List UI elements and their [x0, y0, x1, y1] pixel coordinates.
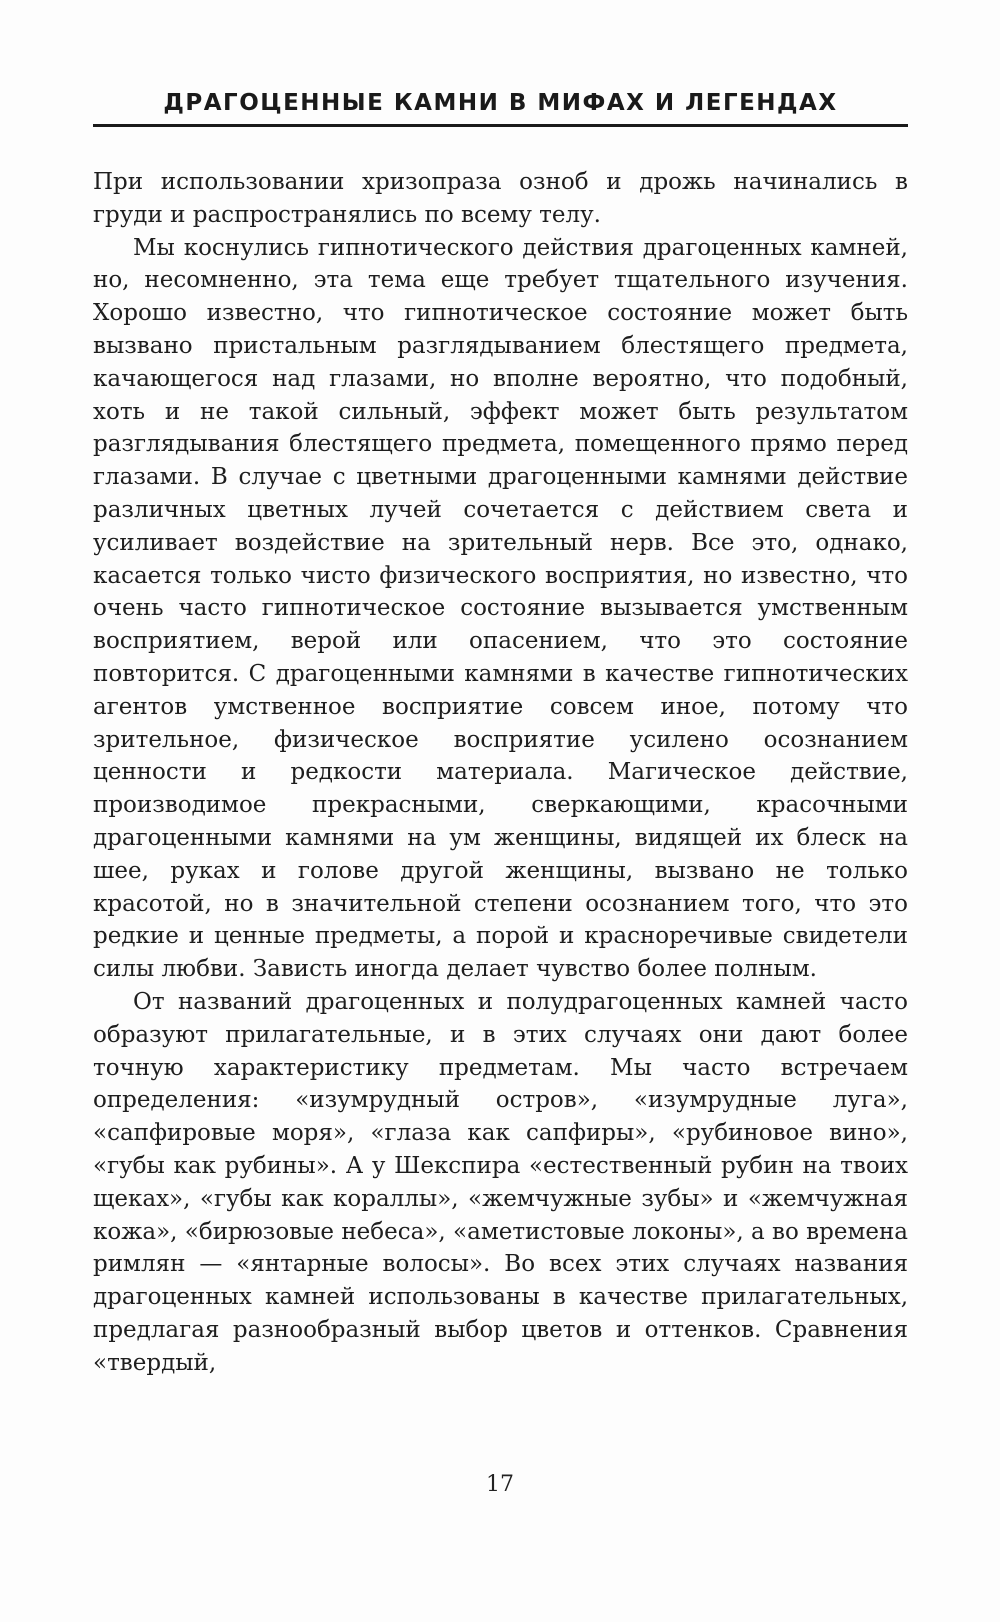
header-rule [93, 124, 908, 127]
page-number: 17 [486, 1472, 514, 1497]
running-head: ДРАГОЦЕННЫЕ КАМНИ В МИФАХ И ЛЕГЕНДАХ [163, 90, 838, 116]
paragraph-1: При использовании хризопраза озноб и дрожь начинались в груди и распространялись по всему телу. [93, 169, 908, 228]
body-text [93, 166, 908, 1379]
paragraph-2: Мы коснулись гипнотического действия драгоценных камней, но, несомненно, эта тема еще требует тщательного изучения. Хорошо известно, что гипнотическое состояние может быть вызвано пристальным разглядыванием блестящего предмета, качающегося над глазами, но вполне вероятно, что подобный, хоть и не такой сильный, эффект может быть результатом разглядывания блестящего предмета, помещенного прямо перед глазами. В случае с цветными драгоценными камнями действие различных цветных лучей сочетается с действием света и усиливает воздействие на зрительный нерв. Все это, однако, касается только чисто физического восприятия, но известно, что очень часто гипнотическое состояние вызывается умственным восприятием, верой или опасением, что это состояние повторится. С драгоценными камнями в качестве гипнотических агентов умственное восприятие совсем иное, потому что зрительное, физическое восприятие усилено осознанием ценности и редкости материала. Магическое действие, производимое прекрасными, сверкающими, красочными драгоценными камнями на ум женщины, видящей их блеск на шее, руках и голове другой женщины, вызвано не только красотой, но в значительной степени осознанием того, что это редкие и ценные предметы, а порой и красноречивые свидетели силы любви. Зависть иногда делает чувство более полным. [93, 234, 908, 983]
paragraph-3: От названий драгоценных и полудрагоценных камней часто образуют прилагательные, и в этих случаях они дают более точную характеристику предметам. Мы часто встречаем определения: «изумрудный остров», «изумрудные луга», «сапфировые моря», «глаза как сапфиры», «рубиновое вино», «губы как рубины». А у Шекспира «естественный рубин на твоих щеках», «губы как кораллы», «жемчужные зубы» и «жемчужная кожа», «бирюзовые небеса», «аметистовые локоны», а во времена римлян — «янтарные волосы». Во всех этих случаях названия драгоценных камней использованы в качестве прилагательных, предлагая разнообразный выбор цветов и оттенков. Сравнения «твердый, [93, 988, 908, 1376]
